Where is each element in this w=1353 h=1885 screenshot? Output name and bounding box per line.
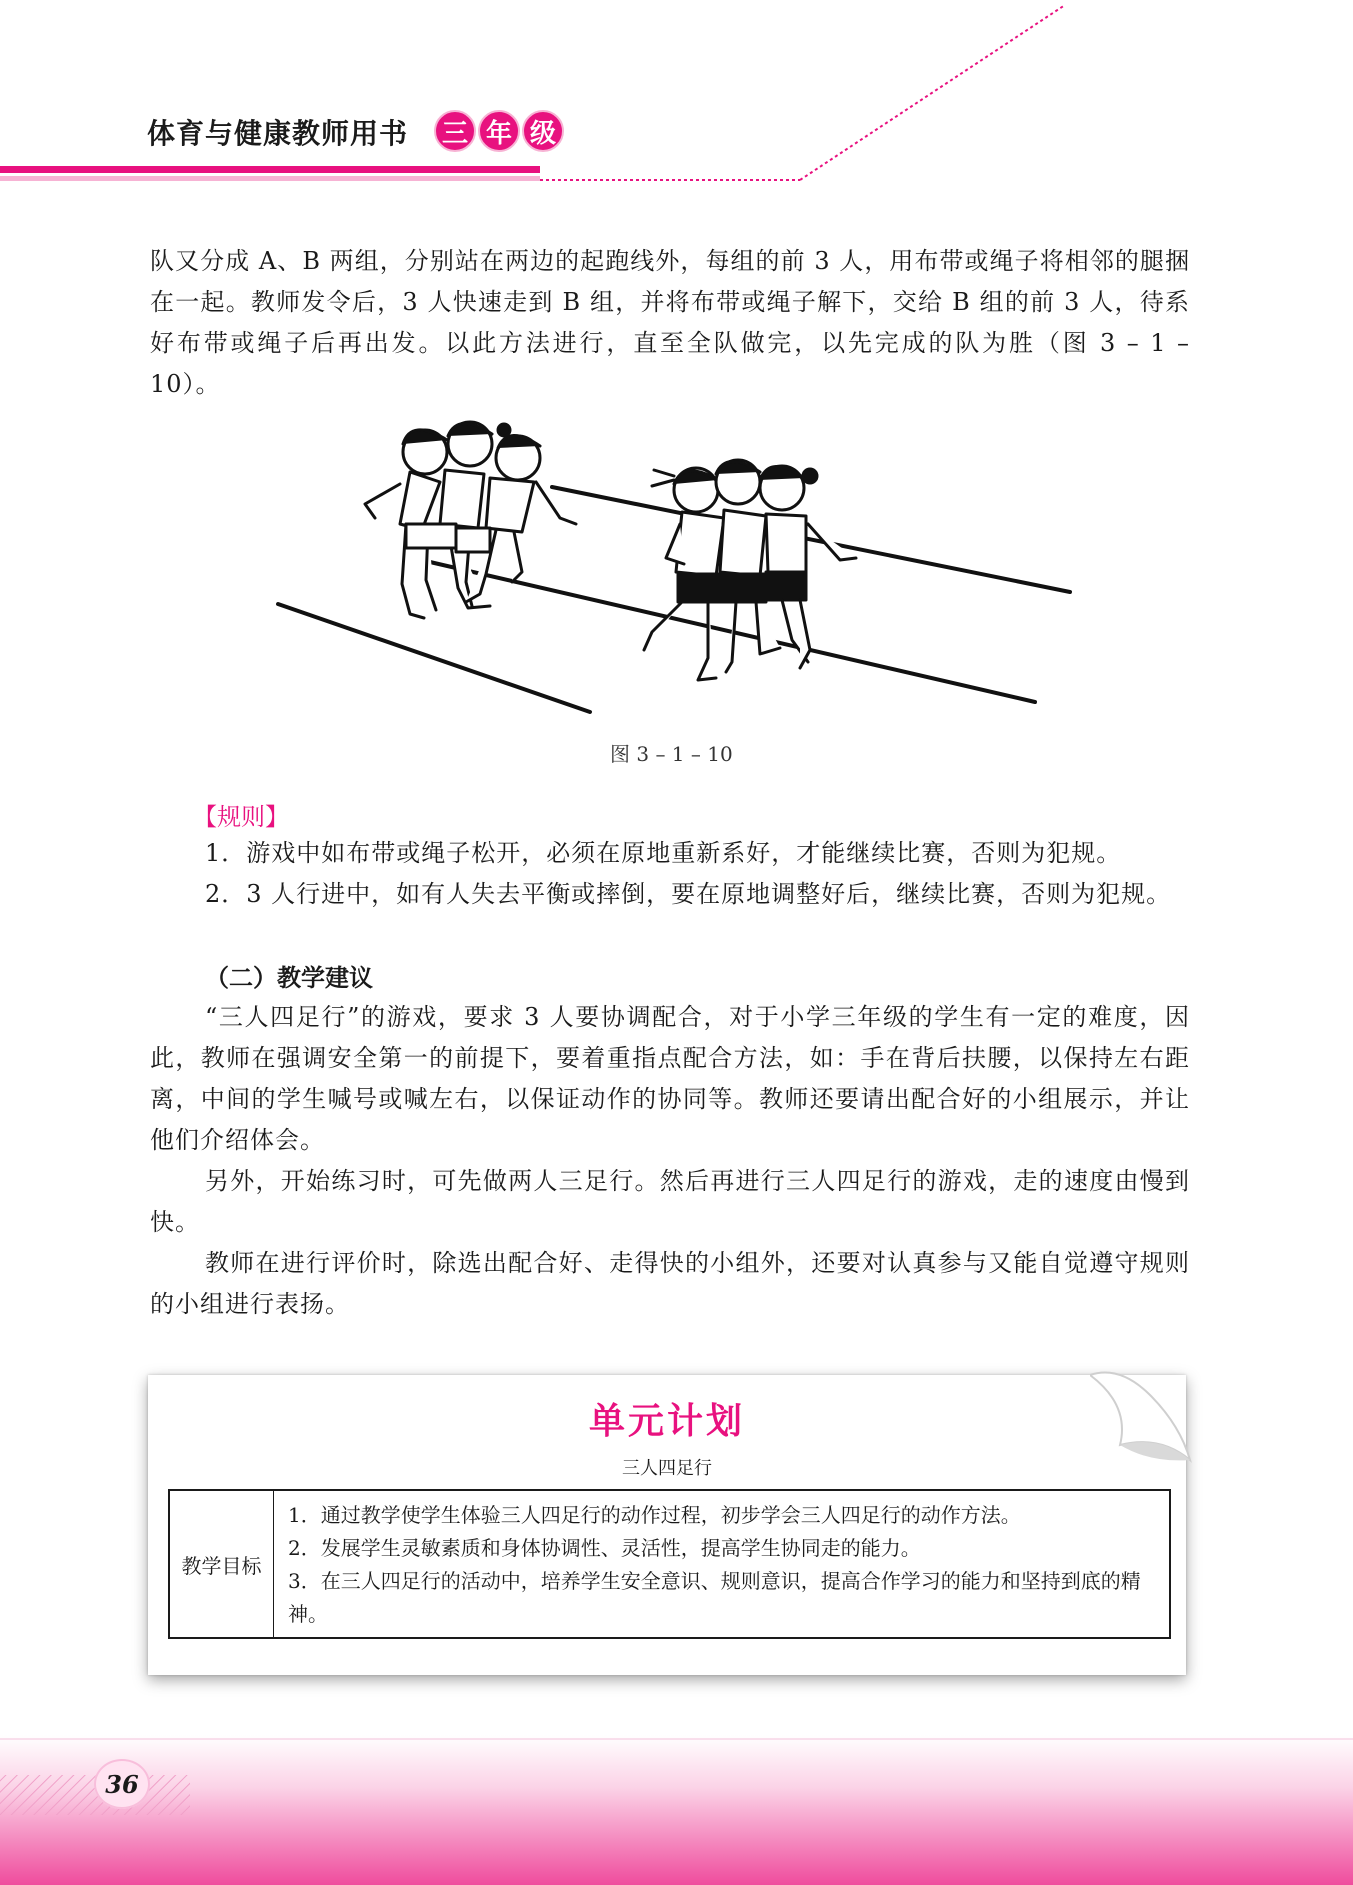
header-decoration (0, 0, 1353, 190)
three-kids-four-legs-illustration (270, 412, 1090, 722)
goal-item-3: 3．在三人四足行的活动中，培养学生安全意识、规则意识，提高合作学习的能力和坚持到底的精神。 (288, 1569, 1141, 1626)
unit-plan-subtitle: 三人四足行 (622, 1458, 712, 1479)
teaching-paragraph-3: 教师在进行评价时，除选出配合好、走得快的小组外，还要对认真参与又能自觉遵守规则的小组进行表扬。 (150, 1249, 1190, 1318)
intro-paragraph: 队又分成 A、B 两组，分别站在两边的起跑线外，每组的前 3 人，用布带或绳子将相邻的腿捆在一起。教师发令后，3 人快速走到 B 组，并将布带或绳子解下，交给 B 组的前 3 人，待系好布带或绳子后再出发。以此方法进行，直至全队做完，以先完成的队为胜（图 3 – 1 – 10）。 (150, 247, 1190, 398)
rule-item-2: 2．3 人行进中，如有人失去平衡或摔倒，要在原地调整好后，继续比赛，否则为犯规。 (205, 880, 1172, 908)
rule-item-1: 1．游戏中如布带或绳子松开，必须在原地重新系好，才能继续比赛，否则为犯规。 (205, 839, 1122, 867)
grade-badge-3: 级 (522, 110, 564, 152)
figure-caption: 图 3 – 1 – 10 (610, 742, 733, 766)
grade-badge-2: 年 (478, 110, 520, 152)
rules-heading: 【规则】 (193, 803, 289, 831)
teaching-goals-content (274, 1491, 1169, 1637)
goal-item-2: 2．发展学生灵敏素质和身体协调性、灵活性，提高学生协同走的能力。 (288, 1536, 921, 1560)
page-curl-decoration (1090, 1365, 1200, 1475)
unit-plan-card (148, 1375, 1186, 1675)
unit-plan-table (168, 1489, 1171, 1639)
footer-band (0, 1735, 1353, 1885)
teaching-paragraph-2: 另外，开始练习时，可先做两人三足行。然后再进行三人四足行的游戏，走的速度由慢到快。 (150, 1167, 1190, 1236)
teaching-goals-label: 教学目标 (170, 1491, 274, 1637)
grade-badge-1: 三 (434, 110, 476, 152)
teaching-suggestions-heading: （二）教学建议 (205, 964, 373, 992)
goal-item-1: 1．通过教学使学生体验三人四足行的动作过程，初步学会三人四足行的动作方法。 (288, 1503, 1021, 1527)
grade-badges (434, 110, 564, 152)
teaching-paragraph-1: “三人四足行”的游戏，要求 3 人要协调配合，对于小学三年级的学生有一定的难度，因此，教师在强调安全第一的前提下，要着重指点配合方法，如：手在背后扶腰，以保持左右距离，中间的学生喊号或喊左右，以保证动作的协同等。教师还要请出配合好的小组展示，并让他们介绍体会。 (150, 1003, 1190, 1154)
page-number: 36 (94, 1759, 150, 1809)
unit-plan-title: 单元计划 (588, 1401, 745, 1442)
book-title: 体育与健康教师用书 (147, 117, 409, 150)
